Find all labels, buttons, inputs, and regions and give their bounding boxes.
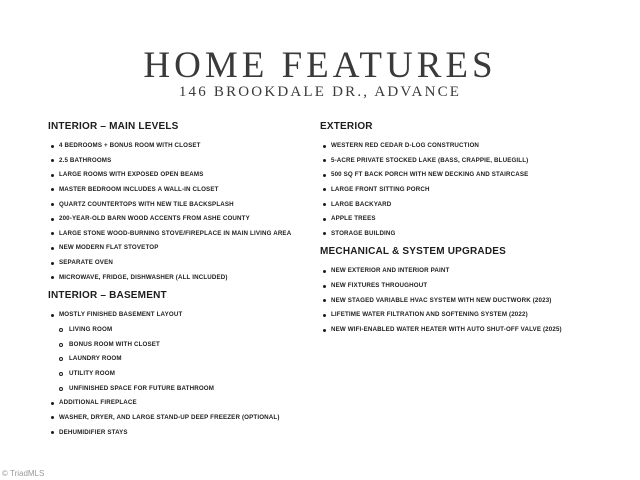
sub-list-item: BONUS ROOM WITH CLOSET — [48, 340, 308, 355]
bullet-icon — [51, 314, 54, 317]
bullet-icon — [51, 232, 54, 235]
bullet-icon — [51, 416, 54, 419]
hollow-bullet-icon — [59, 387, 63, 391]
bullet-icon — [51, 188, 54, 191]
section-heading-exterior: EXTERIOR — [320, 121, 373, 132]
bullet-icon — [51, 247, 54, 250]
bullet-icon — [323, 203, 326, 206]
interior-basement-list — [48, 310, 308, 442]
list-item: NEW WIFI-ENABLED WATER HEATER WITH AUTO SHUT-OFF VALVE (2025) — [320, 325, 620, 340]
bullet-icon — [51, 262, 54, 265]
page-title: HOME FEATURES — [143, 45, 497, 86]
left-column — [48, 121, 308, 442]
list-item: 500 SQ FT BACK PORCH WITH NEW DECKING AND STAIRCASE — [320, 170, 620, 185]
bullet-icon — [51, 276, 54, 279]
section-heading-interior-basement: INTERIOR – BASEMENT — [48, 290, 167, 302]
bullet-icon — [51, 174, 54, 177]
list-item: WESTERN RED CEDAR D-LOG CONSTRUCTION — [320, 141, 620, 156]
list-item: WASHER, DRYER, AND LARGE STAND-UP DEEP FREEZER (OPTIONAL) — [48, 413, 308, 428]
interior-main-list — [48, 141, 308, 287]
list-item: MICROWAVE, FRIDGE, DISHWASHER (ALL INCLUDED) — [48, 273, 308, 288]
bullet-icon — [323, 270, 326, 273]
list-item: LARGE FRONT SITTING PORCH — [320, 185, 620, 200]
sub-list-item: UNFINISHED SPACE FOR FUTURE BATHROOM — [48, 384, 308, 399]
bullet-icon — [323, 314, 326, 317]
list-item: 4 BEDROOMS + BONUS ROOM WITH CLOSET — [48, 141, 308, 156]
bullet-icon — [323, 285, 326, 288]
property-address: 146 BROOKDALE DR., ADVANCE — [178, 84, 462, 100]
bullet-icon — [51, 402, 54, 405]
sub-list-item: LIVING ROOM — [48, 325, 308, 340]
bullet-icon — [51, 145, 54, 148]
section-heading-mechanical: MECHANICAL & SYSTEM UPGRADES — [320, 246, 506, 258]
bullet-icon — [323, 174, 326, 177]
hollow-bullet-icon — [59, 328, 63, 332]
list-item: STORAGE BUILDING — [320, 229, 620, 244]
bullet-icon — [51, 218, 54, 221]
bullet-icon — [323, 299, 326, 302]
list-item: DEHUMIDIFIER STAYS — [48, 428, 308, 443]
list-item: NEW EXTERIOR AND INTERIOR PAINT — [320, 266, 620, 281]
bullet-icon — [323, 159, 326, 162]
list-item: NEW MODERN FLAT STOVETOP — [48, 243, 308, 258]
list-item: MOSTLY FINISHED BASEMENT LAYOUT — [48, 310, 308, 325]
list-item: 5-ACRE PRIVATE STOCKED LAKE (BASS, CRAPPIE, BLUEGILL) — [320, 156, 620, 171]
section-heading-interior-main: INTERIOR – MAIN LEVELS — [48, 121, 179, 132]
list-item: LARGE STONE WOOD-BURNING STOVE/FIREPLACE IN MAIN LIVING AREA — [48, 229, 308, 244]
sub-list-item: UTILITY ROOM — [48, 369, 308, 384]
list-item: LARGE BACKYARD — [320, 200, 620, 215]
list-item: LARGE ROOMS WITH EXPOSED OPEN BEAMS — [48, 170, 308, 185]
bullet-icon — [51, 159, 54, 162]
list-item: SEPARATE OVEN — [48, 258, 308, 273]
bullet-icon — [323, 145, 326, 148]
mechanical-list — [320, 266, 620, 339]
list-item: MASTER BEDROOM INCLUDES A WALL-IN CLOSET — [48, 185, 308, 200]
list-item: 200-YEAR-OLD BARN WOOD ACCENTS FROM ASHE COUNTY — [48, 214, 308, 229]
list-item: APPLE TREES — [320, 214, 620, 229]
right-column — [320, 121, 620, 340]
list-item: LIFETIME WATER FILTRATION AND SOFTENING SYSTEM (2022) — [320, 310, 620, 325]
list-item: 2.5 BATHROOMS — [48, 156, 308, 171]
sub-list-item: LAUNDRY ROOM — [48, 354, 308, 369]
list-item: QUARTZ COUNTERTOPS WITH NEW TILE BACKSPLASH — [48, 200, 308, 215]
list-item: NEW STAGED VARIABLE HVAC SYSTEM WITH NEW DUCTWORK (2023) — [320, 296, 620, 311]
hollow-bullet-icon — [59, 343, 63, 347]
list-item: ADDITIONAL FIREPLACE — [48, 398, 308, 413]
bullet-icon — [323, 329, 326, 332]
mls-watermark: © TriadMLS — [2, 469, 45, 478]
exterior-list — [320, 141, 620, 243]
hollow-bullet-icon — [59, 357, 63, 361]
bullet-icon — [323, 232, 326, 235]
bullet-icon — [323, 188, 326, 191]
bullet-icon — [51, 431, 54, 434]
hollow-bullet-icon — [59, 372, 63, 376]
list-item: NEW FIXTURES THROUGHOUT — [320, 281, 620, 296]
bullet-icon — [323, 218, 326, 221]
bullet-icon — [51, 203, 54, 206]
